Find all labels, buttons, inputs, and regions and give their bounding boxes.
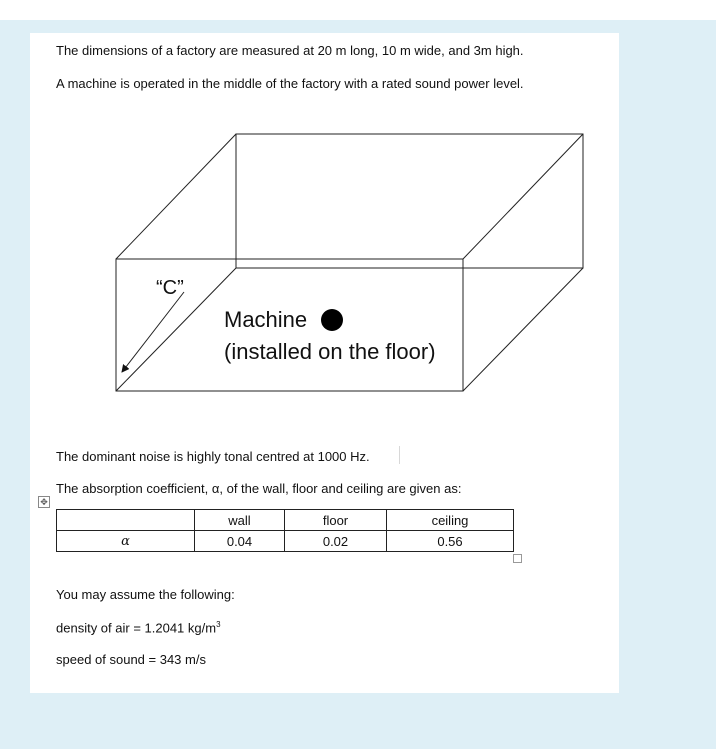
table-header-row	[57, 510, 514, 531]
density-exponent: 3	[216, 620, 221, 629]
table-header-cell	[57, 510, 195, 531]
density-line	[56, 620, 221, 635]
table-move-handle-icon[interactable]: ✥	[38, 496, 50, 508]
table-value-wall: 0.04	[195, 531, 285, 552]
table-header-floor: floor	[285, 510, 387, 531]
table-row	[57, 531, 514, 552]
corner-arrow	[122, 292, 184, 372]
absorption-line: The absorption coefficient, α, of the wall, floor and ceiling are given as:	[56, 481, 462, 496]
table-header-wall: wall	[195, 510, 285, 531]
box-edge-top-right	[463, 134, 583, 259]
box-edge-bottom-right	[463, 268, 583, 391]
top-strip	[0, 0, 716, 20]
density-text: density of air = 1.2041 kg/m	[56, 620, 217, 636]
machine-note: (installed on the floor)	[224, 339, 436, 364]
corner-label: “C”	[156, 277, 184, 299]
noise-line: The dominant noise is highly tonal centred at 1000 Hz.	[56, 449, 370, 464]
intro-line-2: A machine is operated in the middle of the factory with a rated sound power level.	[56, 76, 524, 91]
box-back-face	[236, 134, 583, 268]
machine-dot-icon	[321, 309, 343, 331]
document-page	[30, 33, 619, 693]
assumptions-heading: You may assume the following:	[56, 587, 235, 602]
machine-label: Machine	[224, 307, 308, 332]
table-header-ceiling: ceiling	[387, 510, 514, 531]
absorption-table	[56, 509, 514, 552]
box-edge-top-left	[116, 134, 236, 259]
table-resize-handle[interactable]	[513, 554, 522, 563]
intro-line-1: The dimensions of a factory are measured at 20 m long, 10 m wide, and 3m high.	[56, 43, 524, 58]
text-caret	[399, 446, 400, 464]
table-value-floor: 0.02	[285, 531, 387, 552]
table-value-ceiling: 0.56	[387, 531, 514, 552]
table-row-label: α	[57, 531, 195, 552]
speed-line: speed of sound = 343 m/s	[56, 652, 206, 667]
